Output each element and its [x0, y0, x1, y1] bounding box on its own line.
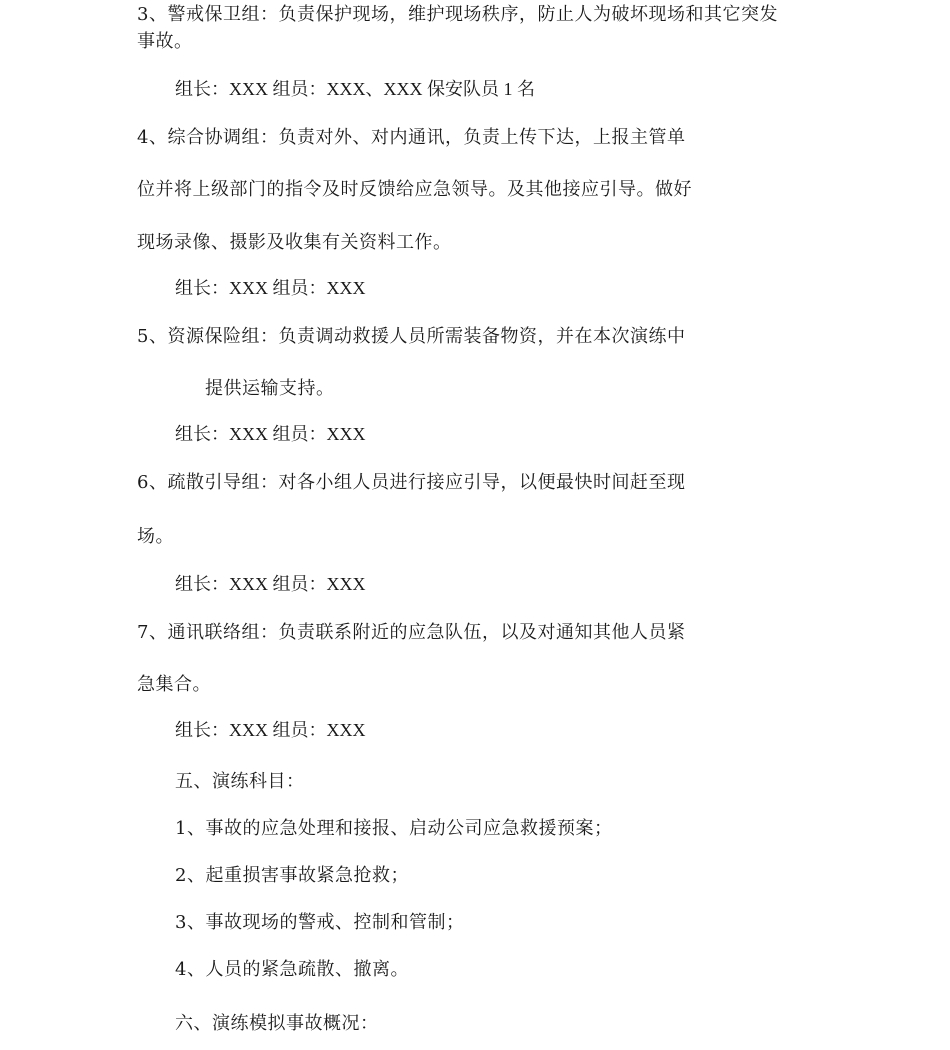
section-3-line-1: 3、警戒保卫组：负责保护现场，维护现场秩序，防止人为破坏现场和其它突发	[137, 4, 778, 25]
section-7-members: 组长：XXX 组员：XXX	[175, 720, 366, 740]
section-5-line-2: 提供运输支持。	[205, 378, 335, 399]
section-7-line-1: 7、通讯联络组：负责联系附近的应急队伍，以及对通知其他人员紧	[137, 622, 686, 643]
section-5-members: 组长：XXX 组员：XXX	[175, 424, 366, 444]
section-4-line-1: 4、综合协调组：负责对外、对内通讯，负责上传下达，上报主管单	[137, 127, 686, 148]
drill-subject-item: 3、事故现场的警戒、控制和管制；	[175, 912, 465, 933]
drill-subject-item: 4、人员的紧急疏散、撤离。	[175, 959, 409, 980]
section-3-members: 组长：XXX 组员：XXX、XXX 保安队员 1 名	[175, 79, 535, 99]
section-6-line-1: 6、疏散引导组：对各小组人员进行接应引导，以便最快时间赶至现	[137, 472, 686, 493]
section-5-line-1: 5、资源保险组：负责调动救援人员所需装备物资，并在本次演练中	[137, 326, 686, 347]
drill-subject-item: 1、事故的应急处理和接报、启动公司应急救援预案；	[175, 818, 613, 839]
section-4-line-2: 位并将上级部门的指令及时反馈给应急领导。及其他接应引导。做好	[137, 179, 692, 200]
drill-subjects-heading: 五、演练科目：	[175, 771, 305, 792]
section-4-members: 组长：XXX 组员：XXX	[175, 278, 366, 298]
section-4-line-3: 现场录像、摄影及收集有关资料工作。	[137, 232, 452, 253]
drill-subject-item: 2、起重损害事故紧急抢救；	[175, 865, 409, 886]
section-7-line-2: 急集合。	[137, 674, 211, 695]
section-6-members: 组长：XXX 组员：XXX	[175, 574, 366, 594]
section-3-line-2: 事故。	[137, 31, 193, 52]
scenario-heading: 六、演练模拟事故概况：	[175, 1013, 379, 1034]
section-6-line-2: 场。	[137, 526, 174, 547]
